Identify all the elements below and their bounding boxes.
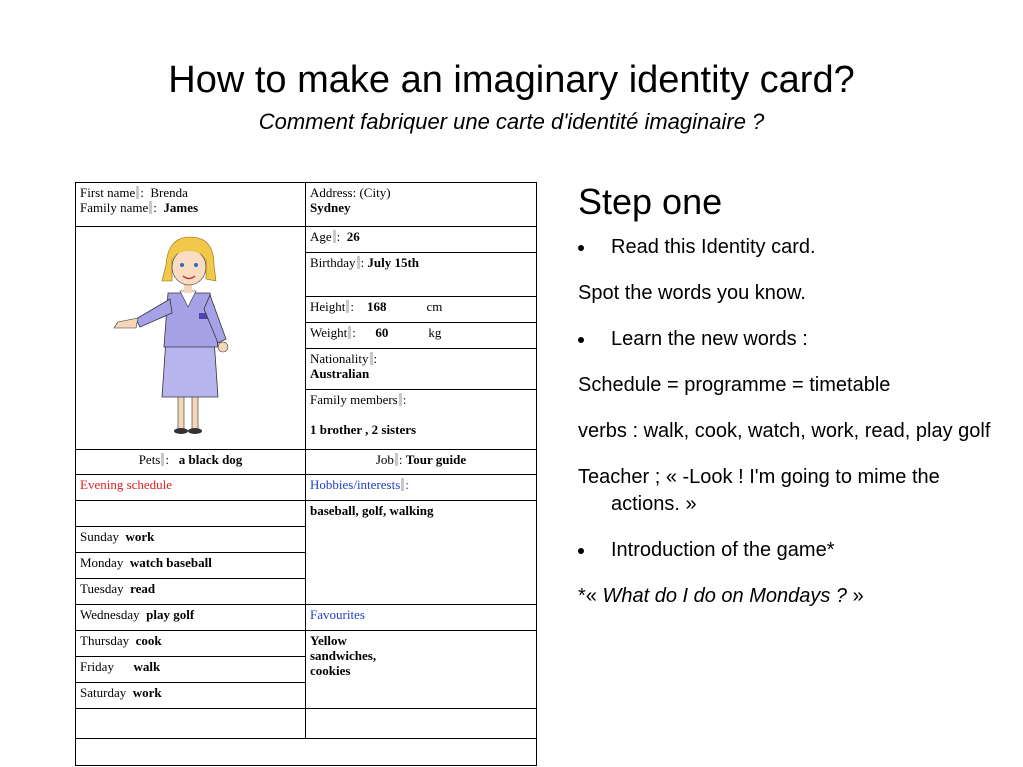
schedule-activity: read [130, 581, 156, 596]
family-name-value: James [163, 200, 199, 215]
job-label: Job [375, 452, 394, 467]
schedule-blank-row [76, 501, 306, 527]
schedule-day: Saturday [80, 685, 127, 700]
schedule-day: Monday [80, 555, 124, 570]
pets-value: a black dog [178, 452, 243, 467]
pets-cell: Pets : a black dog [76, 450, 306, 475]
job-value: Tour guide [405, 452, 467, 467]
hobbies-label: Hobbies/interests [310, 477, 401, 492]
schedule-activity: cook [135, 633, 162, 648]
bullet-icon [578, 337, 584, 343]
birthday-cell: Birthday : July 15th [306, 253, 537, 297]
weight-cell: Weight : 60 kg [306, 323, 537, 349]
family-members-label: Family members [310, 392, 398, 407]
step-item: verbs : walk, cook, watch, work, read, play golf [578, 420, 991, 442]
step-item [578, 234, 1008, 261]
height-label: Height [310, 299, 346, 314]
step-text-italic: What do I do on Mondays ? [602, 585, 848, 607]
favourites-label: Favourites [306, 605, 537, 631]
hobbies-label-cell: Hobbies/interests : [306, 475, 537, 501]
nationality-value: Australian [310, 366, 370, 381]
address-value: Sydney [310, 200, 351, 215]
identity-card [75, 182, 536, 734]
portrait-cell [76, 227, 306, 450]
hobbies-value-cell [306, 501, 537, 605]
step-text: » [847, 585, 864, 607]
step-item [578, 326, 1008, 353]
schedule-row [76, 631, 306, 657]
address-cell [306, 183, 537, 227]
woman-illustration [106, 229, 256, 434]
step-heading: Step one [578, 181, 723, 222]
weight-label: Weight [310, 325, 348, 340]
first-name-value: Brenda [150, 185, 188, 200]
birthday-label: Birthday [310, 255, 356, 270]
step-text: Introduction of the game* [611, 539, 835, 561]
height-cell: Height : 168 cm [306, 297, 537, 323]
schedule-row [76, 683, 306, 709]
nationality-label: Nationality [310, 351, 369, 366]
schedule-activity: walk [133, 659, 161, 674]
job-cell: Job : Tour guide [306, 450, 537, 475]
bullet-icon [578, 548, 584, 554]
identity-card-table [75, 182, 537, 766]
blank-row [76, 739, 537, 766]
name-cell: First name : Brenda Family name : James [76, 183, 306, 227]
slide-title: How to make an imaginary identity card? [168, 59, 855, 101]
step-item: Spot the words you know. [578, 282, 806, 304]
age-value: 26 [346, 229, 360, 244]
age-cell: Age : 26 [306, 227, 537, 253]
hobbies-value: baseball, golf, walking [310, 503, 434, 518]
evening-schedule-label: Evening schedule [76, 475, 306, 501]
schedule-day: Tuesday [80, 581, 124, 596]
height-unit: cm [426, 299, 443, 314]
schedule-day: Thursday [80, 633, 130, 648]
family-members-value: 1 brother , 2 sisters [310, 422, 417, 437]
pets-label: Pets [138, 452, 161, 467]
height-value: 168 [367, 299, 387, 314]
schedule-day: Friday [80, 659, 114, 674]
step-item: Teacher ; « -Look ! I'm going to mime the actions. » [578, 466, 940, 515]
age-label: Age [310, 229, 332, 244]
step-list [578, 180, 1008, 629]
favourites-value: cookies [310, 663, 351, 678]
nationality-cell: Nationality : Australian [306, 349, 537, 390]
schedule-activity: play golf [146, 607, 195, 622]
favourites-value-cell [306, 631, 537, 709]
step-text: *« [578, 585, 603, 607]
weight-value: 60 [375, 325, 389, 340]
family-members-cell: Family members : 1 brother , 2 sisters [306, 390, 537, 450]
schedule-day: Sunday [80, 529, 119, 544]
step-item: Schedule = programme = timetable [578, 374, 891, 396]
schedule-activity: watch baseball [129, 555, 212, 570]
schedule-day: Wednesday [80, 607, 140, 622]
favourites-value: Yellow [310, 633, 347, 648]
blank-cell [306, 709, 537, 739]
schedule-activity: work [125, 529, 155, 544]
step-text: Learn the new words : [611, 328, 808, 350]
family-name-label: Family name [80, 200, 149, 215]
weight-unit: kg [428, 325, 442, 340]
step-item [578, 537, 1008, 564]
birthday-value: July 15th [367, 255, 420, 270]
bullet-icon [578, 245, 584, 251]
schedule-activity: work [132, 685, 162, 700]
step-text: Read this Identity card. [611, 236, 816, 258]
blank-row [76, 709, 306, 739]
schedule-row [76, 553, 306, 579]
schedule-row [76, 657, 306, 683]
first-name-label: First name [80, 185, 136, 200]
slide-subtitle: Comment fabriquer une carte d'identité imaginaire ? [258, 109, 765, 134]
favourites-value: sandwiches, [310, 648, 377, 663]
address-label: Address: (City) [310, 185, 391, 200]
schedule-row [76, 579, 306, 605]
schedule-row [76, 605, 306, 631]
step-item [578, 583, 1008, 610]
schedule-row [76, 527, 306, 553]
